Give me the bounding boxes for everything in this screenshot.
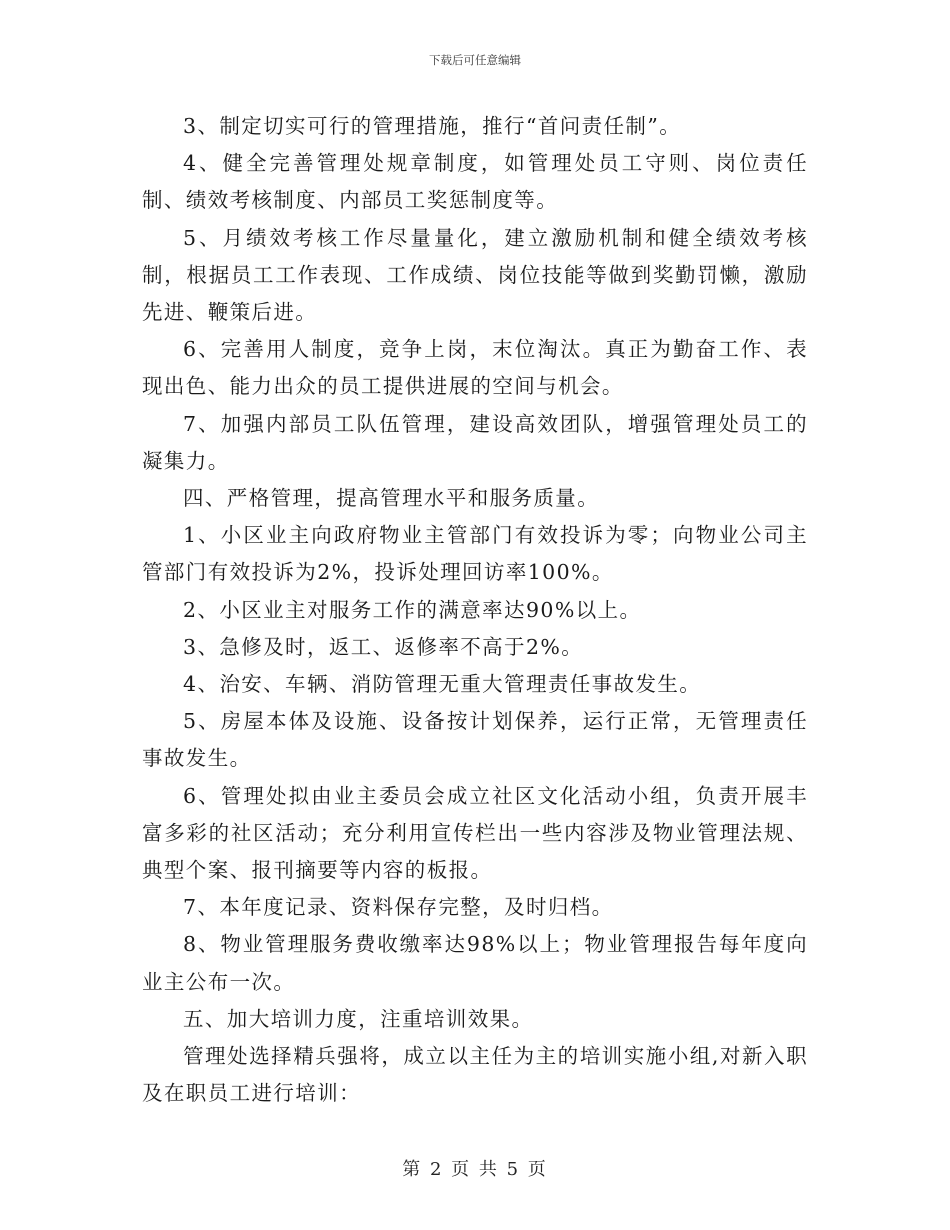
paragraph: 4、治安、车辆、消防管理无重大管理责任事故发生。 xyxy=(183,672,702,697)
page-header: 下载后可任意编辑 xyxy=(429,53,521,67)
page-number-footer: 第 2 页 共 5 页 xyxy=(402,1159,548,1180)
paragraph: 5、房屋本体及设施、设备按计划保养，运行正常，无管理责任事故发生。 xyxy=(142,709,808,771)
paragraph: 5、月绩效考核工作尽量量化，建立激励机制和健全绩效考核制，根据员工工作表现、工作成绩、岗位技能等做到奖勤罚懒，激励先进、鞭策后进。 xyxy=(142,225,808,325)
paragraph: 1、小区业主向政府物业主管部门有效投诉为零；向物业公司主管部门有效投诉为2%，投诉处理回访率100%。 xyxy=(142,523,808,585)
paragraph: 3、急修及时，返工、返修率不高于2%。 xyxy=(183,634,584,659)
paragraph: 6、管理处拟由业主委员会成立社区文化活动小组，负责开展丰富多彩的社区活动；充分利用宣传栏出一些内容涉及物业管理法规、典型个案、报刊摘要等内容的板报。 xyxy=(142,783,808,883)
paragraph: 管理处选择精兵强将，成立以主任为主的培训实施小组,对新入职及在职员工进行培训： xyxy=(142,1044,808,1106)
paragraph: 4、健全完善管理处规章制度，如管理处员工守则、岗位责任制、绩效考核制度、内部员工奖惩制度等。 xyxy=(142,151,808,213)
paragraph: 8、物业管理服务费收缴率达98%以上；物业管理报告每年度向业主公布一次。 xyxy=(142,932,808,994)
paragraph: 2、小区业主对服务工作的满意率达90%以上。 xyxy=(183,597,642,622)
paragraph: 7、本年度记录、资料保存完整，及时归档。 xyxy=(183,895,614,920)
section-heading: 四、严格管理，提高管理水平和服务质量。 xyxy=(183,486,600,511)
document-body xyxy=(142,108,808,1112)
paragraph: 7、加强内部员工队伍管理，建设高效团队，增强管理处员工的凝集力。 xyxy=(142,411,808,473)
section-heading: 五、加大培训力度，注重培训效果。 xyxy=(183,1006,534,1031)
paragraph: 3、制定切实可行的管理措施，推行“首问责任制”。 xyxy=(183,114,682,138)
paragraph: 6、完善用人制度，竞争上岗，末位淘汰。真正为勤奋工作、表现出色、能力出众的员工提供进展的空间与机会。 xyxy=(142,337,808,399)
